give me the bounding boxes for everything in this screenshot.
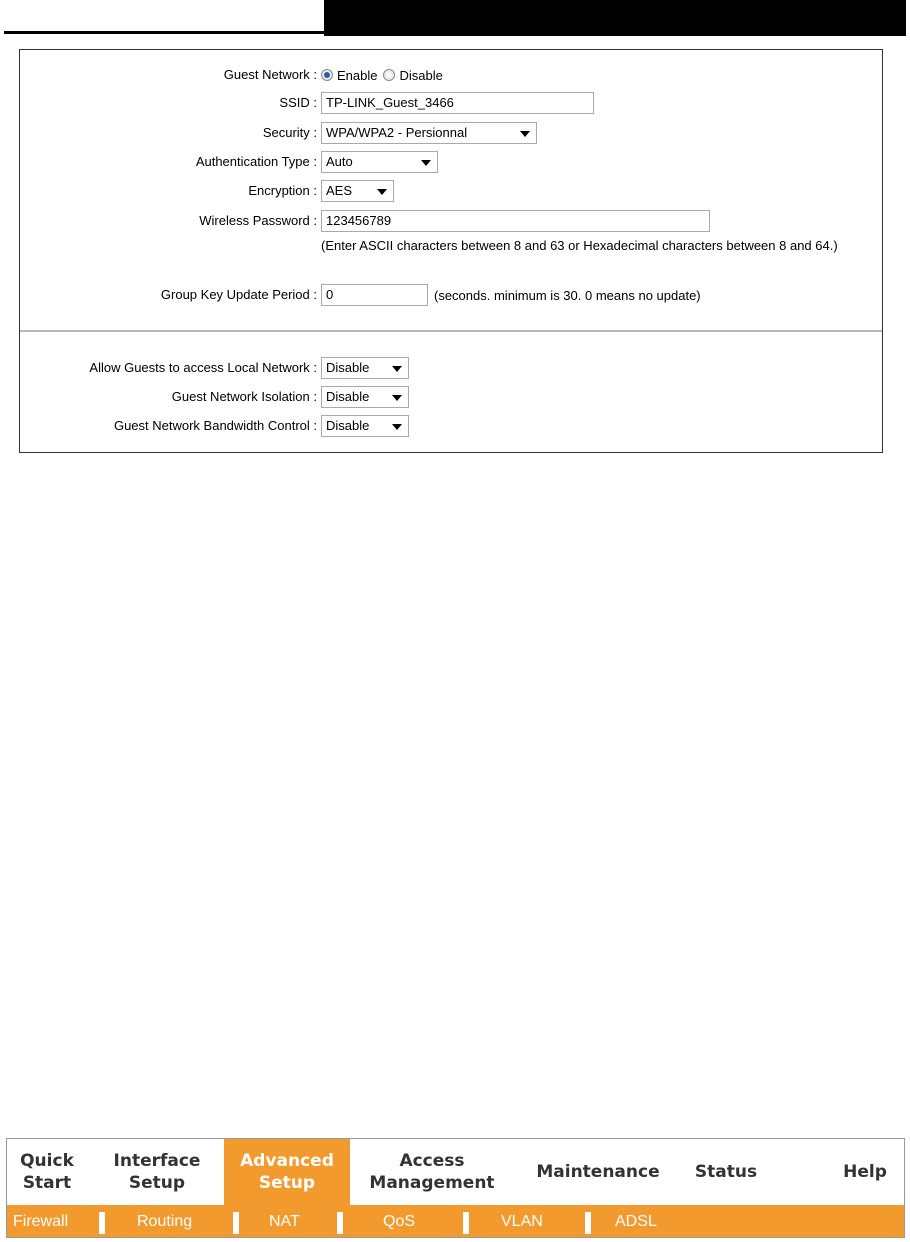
subtab-adsl[interactable]: ADSL [615,1213,657,1230]
chevron-down-icon [392,424,402,430]
enable-radio[interactable] [321,69,333,81]
password-label: Wireless Password : [199,213,317,228]
security-label: Security : [262,125,317,140]
encryption-label: Encryption : [248,183,317,198]
tab-interface-setup[interactable] [97,1139,217,1205]
encryption-row [20,179,882,203]
password-row [20,209,882,233]
tab-quick-start[interactable] [7,1139,87,1205]
isolation-label: Guest Network Isolation : [171,389,317,404]
tab-advanced-setup[interactable] [224,1139,350,1205]
allow-local-row [20,356,882,380]
chevron-down-icon [421,160,431,166]
chevron-down-icon [520,131,530,137]
tab-access-management[interactable] [359,1139,505,1205]
encryption-select[interactable] [321,180,394,202]
password-help-row [20,237,882,277]
tab-label: Quick Start [20,1151,74,1193]
section-divider [20,330,882,332]
auth-type-select[interactable] [321,151,438,173]
tab-label: Maintenance [536,1162,660,1182]
router-nav [6,1138,905,1238]
bandwidth-value: Disable [326,418,370,433]
tab-label: Help [843,1162,887,1182]
tab-help[interactable] [829,1139,901,1205]
subnav-separator [463,1212,469,1234]
isolation-value: Disable [326,389,370,404]
encryption-value: AES [326,183,353,198]
subnav-separator [585,1212,591,1234]
subnav-separator [337,1212,343,1234]
sub-menu [7,1205,904,1238]
group-key-note: (seconds. minimum is 30. 0 means no update) [434,287,701,303]
bandwidth-row [20,414,882,438]
security-value: WPA/WPA2 - Persionnal [326,125,468,140]
tab-maintenance[interactable] [525,1139,671,1205]
subtab-qos[interactable]: QoS [383,1213,416,1230]
subnav-separator [99,1212,105,1234]
ssid-input[interactable]: TP-LINK_Guest_3466 [321,92,594,114]
ssid-label: SSID : [279,95,317,110]
tab-status[interactable] [681,1139,771,1205]
guest-network-radio-group [321,63,449,87]
header-rule [4,31,324,34]
subnav-separator [233,1212,239,1234]
chevron-down-icon [392,395,402,401]
security-row [20,121,882,145]
group-key-input[interactable]: 0 [321,284,428,306]
disable-radio-label: Disable [399,67,443,83]
password-input[interactable]: 123456789 [321,210,710,232]
bandwidth-label: Guest Network Bandwidth Control : [113,418,317,433]
bandwidth-select[interactable] [321,415,409,437]
disable-radio[interactable] [383,69,395,81]
allow-local-value: Disable [326,360,370,375]
isolation-select[interactable] [321,386,409,408]
tab-label: Advanced Setup [240,1151,334,1193]
tab-label: Interface Setup [113,1151,201,1193]
subtab-firewall[interactable]: Firewall [13,1213,69,1230]
enable-radio-label: Enable [337,67,378,83]
auth-type-value: Auto [326,154,353,169]
chevron-down-icon [377,189,387,195]
allow-local-label: Allow Guests to access Local Network : [89,360,317,375]
group-key-label: Group Key Update Period : [160,287,317,302]
tab-label: Status [694,1162,758,1182]
guest-network-row [20,63,882,87]
allow-local-select[interactable] [321,357,409,379]
subtab-vlan[interactable]: VLAN [501,1213,543,1230]
subtab-routing[interactable]: Routing [137,1213,193,1230]
auth-type-label: Authentication Type : [195,154,317,169]
group-key-row [20,283,882,307]
guest-network-label: Guest Network : [223,67,317,82]
subtab-nat[interactable]: NAT [269,1213,300,1230]
isolation-row [20,385,882,409]
security-select[interactable] [321,122,537,144]
main-menu [7,1139,904,1205]
guest-network-panel [19,49,883,453]
password-help-text: (Enter ASCII characters between 8 and 63 or Hexadecimal characters between 8 and 64.) [321,238,838,253]
header-bar [324,0,906,36]
auth-type-row [20,150,882,174]
chevron-down-icon [392,366,402,372]
ssid-row [20,91,882,115]
tab-label: Access Management [369,1151,495,1193]
